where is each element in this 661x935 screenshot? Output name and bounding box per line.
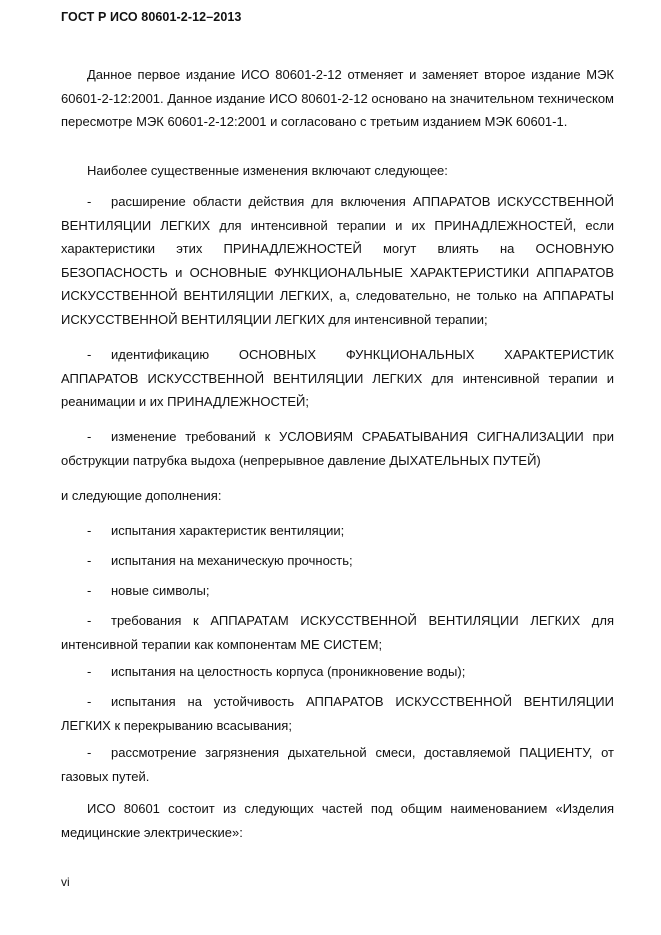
dash-bullet: - — [87, 347, 92, 362]
page-number: vi — [61, 875, 70, 889]
changes-intro: Наиболее существенные изменения включают следующее: — [87, 163, 448, 178]
list-item-text: испытания характеристик вентиляции; — [111, 523, 345, 538]
dash-bullet: - — [87, 613, 92, 628]
list-item-text: требования к АППАРАТАМ ИСКУССТВЕННОЙ ВЕНТИЛЯЦИИ ЛЕГКИХ для интенсивной терапии как компонентам МЕ СИСТЕМ; — [61, 613, 614, 652]
dash-bullet: - — [87, 194, 92, 209]
list-item-text: изменение требований к УСЛОВИЯМ СРАБАТЫВАНИЯ СИГНАЛИЗАЦИИ при обструкции патрубка выдоха (непрерывное давление ДЫХАТЕЛЬНЫХ ПУТЕЙ) — [61, 429, 614, 468]
list-item-addition-4 — [61, 609, 614, 656]
list-item-change-2 — [61, 343, 614, 414]
dash-bullet: - — [87, 553, 92, 568]
list-item-text: новые символы; — [111, 583, 210, 598]
dash-bullet: - — [87, 745, 92, 760]
list-item-change-3 — [61, 425, 614, 472]
dash-bullet: - — [87, 583, 92, 598]
dash-bullet: - — [87, 694, 92, 709]
list-item-addition-6 — [61, 690, 614, 737]
parts-intro: ИСО 80601 состоит из следующих частей под общим наименованием «Изделия медицинские электрические»: — [61, 801, 614, 840]
intro-paragraph: Данное первое издание ИСО 80601-2-12 отменяет и заменяет второе издание МЭК 60601-2-12:2001. Данное издание ИСО 80601-2-12 основано на значительном техническом пересмотре МЭК 60601-2-12:2001 и согласовано с третьим изданием МЭК 60601-1. — [61, 67, 614, 129]
dash-bullet: - — [87, 523, 92, 538]
list-item-change-1 — [61, 190, 614, 331]
dash-bullet: - — [87, 429, 92, 444]
list-item-text: расширение области действия для включения АППАРАТОВ ИСКУССТВЕННОЙ ВЕНТИЛЯЦИИ ЛЕГКИХ для интенсивной терапии и их ПРИНАДЛЕЖНОСТЕЙ, если характеристики этих ПРИНАДЛЕЖНОСТЕЙ могут влиять на ОСНОВНУЮ БЕЗОПАСНОСТЬ и ОСНОВНЫЕ ФУНКЦИОНАЛЬНЫЕ ХАРАКТЕРИСТИКИ АППАРАТОВ ИСКУССТВЕННОЙ ВЕНТИЛЯЦИИ ЛЕГКИХ, а, следовательно, не только на АППАРАТЫ ИСКУССТВЕННОЙ ВЕНТИЛЯЦИИ ЛЕГКИХ для интенсивной терапии; — [61, 194, 614, 327]
list-item-addition-7 — [61, 741, 614, 788]
list-item-addition-1 — [61, 519, 614, 543]
list-item-addition-2 — [61, 549, 614, 573]
additions-intro: и следующие дополнения: — [61, 488, 222, 503]
list-item-text: испытания на механическую прочность; — [111, 553, 353, 568]
list-item-text: рассмотрение загрязнения дыхательной смеси, доставляемой ПАЦИЕНТУ, от газовых путей. — [61, 745, 614, 784]
list-item-addition-3 — [61, 579, 614, 603]
document-header: ГОСТ Р ИСО 80601-2-12–2013 — [61, 10, 242, 24]
list-item-text: идентификацию ОСНОВНЫХ ФУНКЦИОНАЛЬНЫХ ХАРАКТЕРИСТИК АППАРАТОВ ИСКУССТВЕННОЙ ВЕНТИЛЯЦИИ ЛЕГКИХ для интенсивной терапии и реанимации и их ПРИНАДЛЕЖНОСТЕЙ; — [61, 347, 614, 409]
list-item-addition-5 — [61, 660, 614, 684]
list-item-text: испытания на целостность корпуса (проникновение воды); — [111, 664, 466, 679]
list-item-text: испытания на устойчивость АППАРАТОВ ИСКУССТВЕННОЙ ВЕНТИЛЯЦИИ ЛЕГКИХ к перекрыванию всасывания; — [61, 694, 614, 733]
dash-bullet: - — [87, 664, 92, 679]
